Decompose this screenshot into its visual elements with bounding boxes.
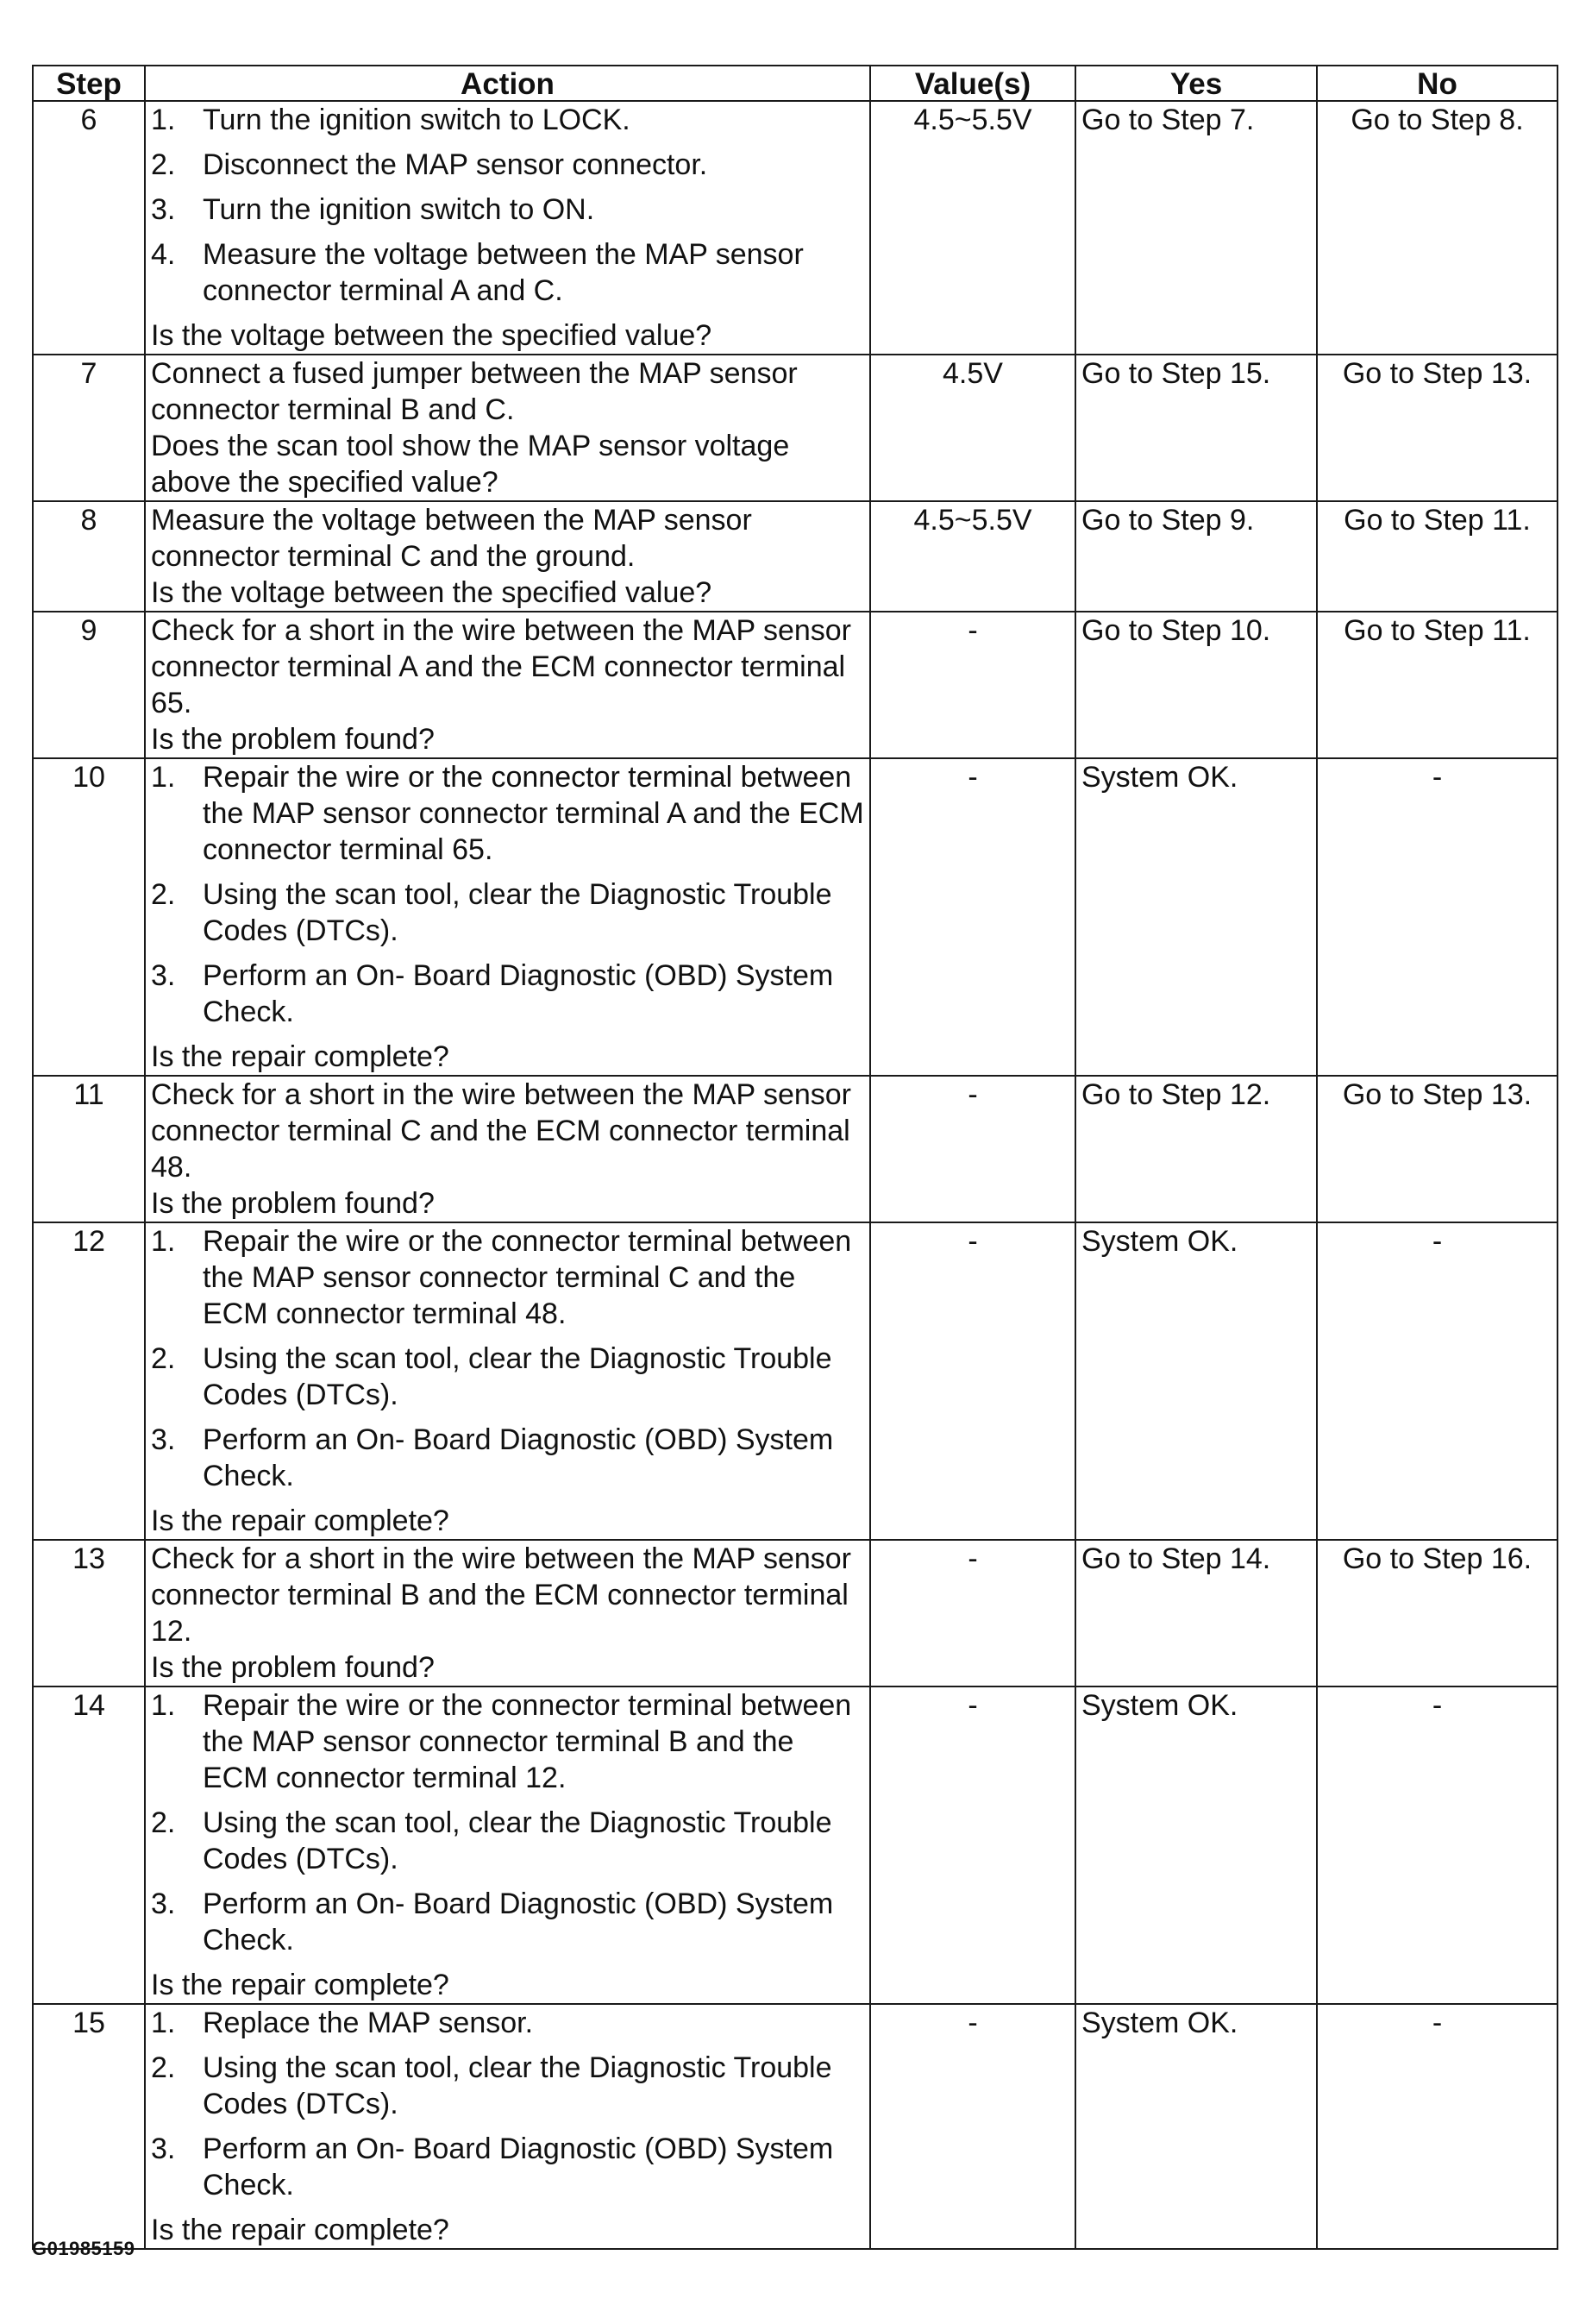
header-action: Action bbox=[145, 66, 870, 101]
yes-cell: System OK. bbox=[1075, 1222, 1317, 1540]
yes-cell: Go to Step 9. bbox=[1075, 501, 1317, 612]
action-step-number: 2. bbox=[151, 1342, 176, 1375]
yes-cell: System OK. bbox=[1075, 2004, 1317, 2249]
action-step-text: Perform an On- Board Diagnostic (OBD) System Check. bbox=[203, 2132, 834, 2202]
action-step bbox=[151, 2131, 864, 2203]
yes-cell: Go to Step 7. bbox=[1075, 101, 1317, 355]
action-step bbox=[151, 147, 864, 183]
action-step-number: 1. bbox=[151, 104, 176, 136]
action-step-number: 2. bbox=[151, 878, 176, 911]
table-row bbox=[33, 758, 1558, 1076]
action-steps bbox=[151, 759, 864, 1030]
action-question: Is the repair complete? bbox=[151, 1969, 449, 2001]
table-row bbox=[33, 101, 1558, 355]
action-text: Check for a short in the wire between the MAP sensor connector terminal C and the ECM connector terminal 48. bbox=[151, 1078, 851, 1184]
action-question: Is the voltage between the specified value? bbox=[151, 576, 712, 609]
action-step-text: Repair the wire or the connector terminal between the MAP sensor connector terminal C and the ECM connector terminal 48. bbox=[203, 1225, 852, 1330]
action-step-number: 4. bbox=[151, 238, 176, 271]
yes-cell: Go to Step 15. bbox=[1075, 355, 1317, 501]
action-cell bbox=[145, 501, 870, 612]
action-step bbox=[151, 1341, 864, 1413]
action-cell bbox=[145, 355, 870, 501]
no-cell: - bbox=[1317, 2004, 1558, 2249]
no-cell: Go to Step 16. bbox=[1317, 1540, 1558, 1686]
no-cell: Go to Step 11. bbox=[1317, 612, 1558, 758]
step-cell: 9 bbox=[33, 612, 145, 758]
action-step-number: 1. bbox=[151, 2007, 176, 2039]
action-question: Does the scan tool show the MAP sensor voltage above the specified value? bbox=[151, 430, 790, 499]
yes-cell: Go to Step 14. bbox=[1075, 1540, 1317, 1686]
yes-cell: Go to Step 10. bbox=[1075, 612, 1317, 758]
step-cell: 10 bbox=[33, 758, 145, 1076]
action-step-text: Perform an On- Board Diagnostic (OBD) System Check. bbox=[203, 1423, 834, 1492]
value-cell: 4.5V bbox=[870, 355, 1075, 501]
action-cell bbox=[145, 2004, 870, 2249]
table-row bbox=[33, 2004, 1558, 2249]
action-cell bbox=[145, 1686, 870, 2004]
yes-cell: Go to Step 12. bbox=[1075, 1076, 1317, 1222]
action-cell bbox=[145, 612, 870, 758]
action-text: Check for a short in the wire between the MAP sensor connector terminal B and the ECM connector terminal 12. bbox=[151, 1542, 851, 1648]
no-cell: - bbox=[1317, 758, 1558, 1076]
action-step-text: Using the scan tool, clear the Diagnostic Trouble Codes (DTCs). bbox=[203, 1342, 832, 1411]
no-cell: Go to Step 11. bbox=[1317, 501, 1558, 612]
action-cell bbox=[145, 1222, 870, 1540]
step-cell: 12 bbox=[33, 1222, 145, 1540]
action-step-number: 3. bbox=[151, 193, 176, 226]
action-step-number: 3. bbox=[151, 2132, 176, 2165]
table-body bbox=[33, 101, 1558, 2249]
action-step bbox=[151, 192, 864, 228]
step-cell: 6 bbox=[33, 101, 145, 355]
action-step-text: Turn the ignition switch to LOCK. bbox=[203, 104, 630, 136]
no-cell: - bbox=[1317, 1222, 1558, 1540]
table-row bbox=[33, 612, 1558, 758]
table-row bbox=[33, 355, 1558, 501]
action-question: Is the problem found? bbox=[151, 723, 435, 756]
action-step bbox=[151, 2050, 864, 2122]
step-cell: 8 bbox=[33, 501, 145, 612]
action-step-number: 3. bbox=[151, 1423, 176, 1456]
action-steps bbox=[151, 1687, 864, 1958]
action-step-number: 1. bbox=[151, 1689, 176, 1722]
step-cell: 13 bbox=[33, 1540, 145, 1686]
value-cell: - bbox=[870, 1540, 1075, 1686]
header-row bbox=[33, 66, 1558, 101]
action-question: Is the repair complete? bbox=[151, 1504, 449, 1537]
action-step bbox=[151, 1422, 864, 1494]
action-steps bbox=[151, 102, 864, 309]
action-cell bbox=[145, 1540, 870, 1686]
action-step-text: Using the scan tool, clear the Diagnostic Trouble Codes (DTCs). bbox=[203, 2051, 832, 2120]
action-question: Is the problem found? bbox=[151, 1651, 435, 1684]
action-step-number: 1. bbox=[151, 761, 176, 794]
yes-cell: System OK. bbox=[1075, 758, 1317, 1076]
action-text: Measure the voltage between the MAP sensor connector terminal C and the ground. bbox=[151, 504, 752, 573]
action-step-text: Using the scan tool, clear the Diagnostic Trouble Codes (DTCs). bbox=[203, 878, 832, 947]
value-cell: - bbox=[870, 758, 1075, 1076]
header-values: Value(s) bbox=[870, 66, 1075, 101]
action-cell bbox=[145, 758, 870, 1076]
step-cell: 7 bbox=[33, 355, 145, 501]
action-step-text: Repair the wire or the connector terminal between the MAP sensor connector terminal A and the ECM connector terminal 65. bbox=[203, 761, 864, 866]
table-row bbox=[33, 1222, 1558, 1540]
action-step-number: 2. bbox=[151, 1806, 176, 1839]
header-no: No bbox=[1317, 66, 1558, 101]
step-cell: 11 bbox=[33, 1076, 145, 1222]
action-cell bbox=[145, 101, 870, 355]
value-cell: - bbox=[870, 2004, 1075, 2249]
no-cell: - bbox=[1317, 1686, 1558, 2004]
step-cell: 14 bbox=[33, 1686, 145, 2004]
value-cell: 4.5~5.5V bbox=[870, 101, 1075, 355]
table-row bbox=[33, 1686, 1558, 2004]
action-text: Check for a short in the wire between the MAP sensor connector terminal A and the ECM connector terminal 65. bbox=[151, 614, 851, 719]
value-cell: - bbox=[870, 1686, 1075, 2004]
step-cell: 15 bbox=[33, 2004, 145, 2249]
table-row bbox=[33, 1076, 1558, 1222]
action-steps bbox=[151, 2005, 864, 2203]
action-step bbox=[151, 1805, 864, 1877]
action-step-text: Perform an On- Board Diagnostic (OBD) System Check. bbox=[203, 1887, 834, 1957]
action-step-text: Turn the ignition switch to ON. bbox=[203, 193, 595, 226]
action-step bbox=[151, 1687, 864, 1796]
action-step-text: Measure the voltage between the MAP sensor connector terminal A and C. bbox=[203, 238, 804, 307]
value-cell: - bbox=[870, 612, 1075, 758]
value-cell: - bbox=[870, 1076, 1075, 1222]
action-step bbox=[151, 2005, 864, 2041]
action-step bbox=[151, 759, 864, 868]
action-step-number: 2. bbox=[151, 2051, 176, 2084]
no-cell: Go to Step 13. bbox=[1317, 1076, 1558, 1222]
action-step bbox=[151, 236, 864, 309]
action-step bbox=[151, 958, 864, 1030]
action-step bbox=[151, 1223, 864, 1332]
action-steps bbox=[151, 1223, 864, 1494]
action-question: Is the problem found? bbox=[151, 1187, 435, 1220]
value-cell: 4.5~5.5V bbox=[870, 501, 1075, 612]
action-question: Is the repair complete? bbox=[151, 1040, 449, 1073]
diagnostic-sheet bbox=[32, 65, 1557, 2250]
action-text: Connect a fused jumper between the MAP sensor connector terminal B and C. bbox=[151, 357, 798, 426]
yes-cell: System OK. bbox=[1075, 1686, 1317, 2004]
action-step bbox=[151, 876, 864, 949]
action-step-text: Perform an On- Board Diagnostic (OBD) System Check. bbox=[203, 959, 834, 1028]
action-step-number: 3. bbox=[151, 959, 176, 992]
no-cell: Go to Step 8. bbox=[1317, 101, 1558, 355]
action-step-text: Using the scan tool, clear the Diagnostic Trouble Codes (DTCs). bbox=[203, 1806, 832, 1875]
value-cell: - bbox=[870, 1222, 1075, 1540]
action-question: Is the repair complete? bbox=[151, 2214, 449, 2246]
action-step-number: 1. bbox=[151, 1225, 176, 1258]
action-step-text: Disconnect the MAP sensor connector. bbox=[203, 148, 708, 181]
action-step-number: 3. bbox=[151, 1887, 176, 1920]
document-code: G01985159 bbox=[32, 2238, 135, 2259]
no-cell: Go to Step 13. bbox=[1317, 355, 1558, 501]
action-step bbox=[151, 1886, 864, 1958]
diagnostic-table bbox=[32, 65, 1558, 2250]
table-row bbox=[33, 1540, 1558, 1686]
header-step: Step bbox=[33, 66, 145, 101]
action-cell bbox=[145, 1076, 870, 1222]
action-question: Is the voltage between the specified value? bbox=[151, 319, 712, 352]
action-step-text: Repair the wire or the connector terminal between the MAP sensor connector terminal B and the ECM connector terminal 12. bbox=[203, 1689, 852, 1794]
action-step-number: 2. bbox=[151, 148, 176, 181]
table-row bbox=[33, 501, 1558, 612]
action-step-text: Replace the MAP sensor. bbox=[203, 2007, 534, 2039]
header-yes: Yes bbox=[1075, 66, 1317, 101]
action-step bbox=[151, 102, 864, 138]
